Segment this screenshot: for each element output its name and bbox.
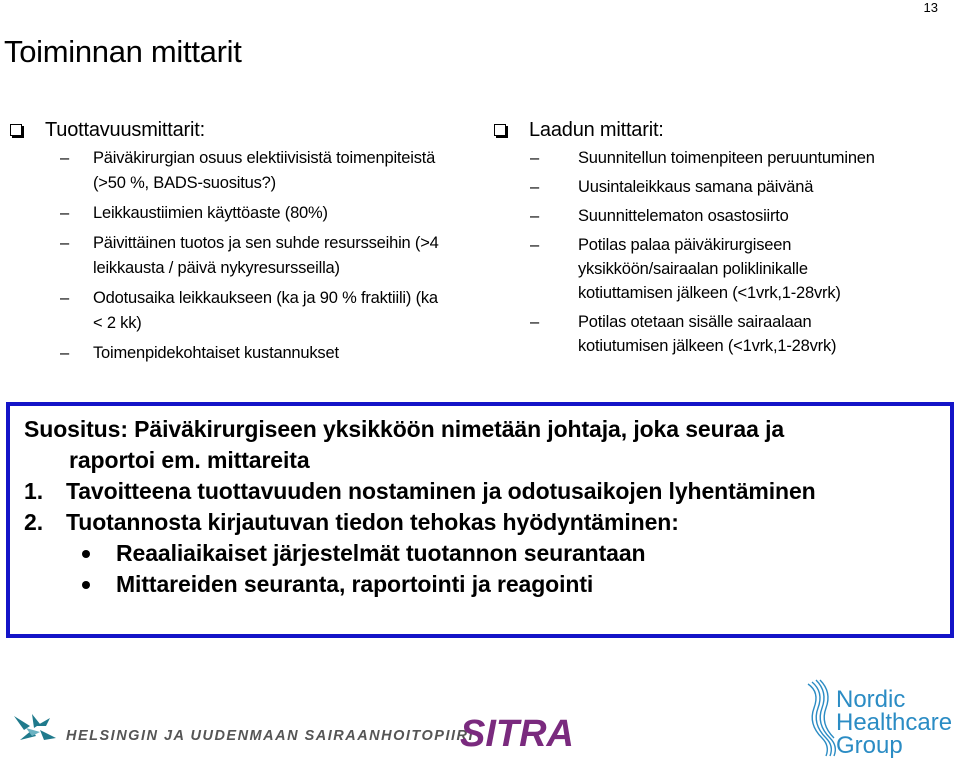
list-item: [494, 146, 944, 170]
list-item-text: Uusintaleikkaus samana päivänä: [578, 178, 814, 196]
bullet-item: [24, 538, 940, 569]
numbered-item: [24, 476, 940, 507]
list-item-text: Suunnittelematon osastosiirto: [578, 207, 789, 225]
dash-bullet-icon: –: [530, 236, 539, 254]
page-title: Toiminnan mittarit: [4, 34, 242, 69]
list-item-text: Potilas otetaan sisälle sairaalaan kotiutumisen jälkeen (<1vrk,1-28vrk): [578, 313, 837, 355]
list-item-text: Päivittäinen tuotos ja sen suhde resursseihin (>4 leikkausta / päivä nykyresursseilla): [93, 234, 439, 277]
hus-organization-name: HELSINGIN JA UUDENMAAN SAIRAANHOITOPIIRI: [66, 728, 475, 744]
list-item-text: Potilas palaa päiväkirurgiseen yksikköön/sairaalan poliklinikalle kotiuttamisen jälkeen (<1vrk,1-28vrk): [578, 236, 841, 302]
list-item: [494, 310, 944, 358]
checkbox-bullet-icon: [10, 124, 22, 136]
productivity-heading: [10, 118, 480, 142]
dash-bullet-icon: –: [530, 207, 539, 225]
hus-cross-logo-icon: [10, 710, 60, 746]
numbered-item: [24, 507, 940, 538]
dash-bullet-icon: –: [530, 313, 539, 331]
recommendation-line: Suositus: Päiväkirurgiseen yksikköön nimetään johtaja, joka seuraa ja: [24, 416, 785, 442]
list-item-text: Leikkaustiimien käyttöaste (80%): [93, 204, 328, 222]
bullet-item: [24, 569, 940, 600]
checkbox-bullet-icon: [494, 124, 506, 136]
list-item-text: Odotusaika leikkaukseen (ka ja 90 % fraktiili) (ka < 2 kk): [93, 289, 438, 332]
quality-heading: [494, 118, 944, 142]
nhg-line: Group: [836, 732, 903, 759]
numbered-item-text: Tuotannosta kirjautuvan tiedon tehokas hyödyntäminen:: [66, 509, 679, 535]
list-item: [10, 286, 480, 336]
bullet-item-text: Reaaliaikaiset järjestelmät tuotannon seurantaan: [116, 540, 646, 566]
sitra-logo-text: SITRA: [460, 713, 574, 752]
list-item: [10, 146, 480, 196]
list-item: [494, 233, 944, 305]
dash-bullet-icon: –: [60, 204, 69, 222]
dash-bullet-icon: –: [60, 344, 69, 362]
dash-bullet-icon: –: [60, 149, 69, 167]
productivity-metrics-section: [10, 118, 480, 371]
item-number: 2.: [24, 509, 43, 535]
dash-bullet-icon: –: [530, 149, 539, 167]
page-number: 13: [923, 0, 938, 15]
nordic-healthcare-group-name: [836, 688, 952, 757]
list-item-text: Suunnitellun toimenpiteen peruuntuminen: [578, 149, 875, 167]
quality-heading-label: Laadun mittarit:: [529, 119, 664, 141]
list-item-text: Toimenpidekohtaiset kustannukset: [93, 344, 339, 362]
bullet-dot-icon: [82, 581, 90, 589]
dash-bullet-icon: –: [530, 178, 539, 196]
list-item: [10, 231, 480, 281]
bullet-dot-icon: [82, 550, 90, 558]
dash-bullet-icon: –: [60, 289, 69, 307]
productivity-heading-label: Tuottavuusmittarit:: [45, 119, 205, 141]
bullet-item-text: Mittareiden seuranta, raportointi ja reagointi: [116, 571, 594, 597]
list-item-text: Päiväkirurgian osuus elektiivisistä toimenpiteistä (>50 %, BADS-suositus?): [93, 149, 436, 192]
nhg-line: Healthcare: [836, 709, 953, 736]
item-number: 1.: [24, 478, 43, 504]
nhg-line: Nordic: [836, 686, 906, 713]
numbered-item-text: Tavoitteena tuottavuuden nostaminen ja odotusaikojen lyhentäminen: [66, 478, 816, 504]
sitra-logo: [460, 712, 600, 752]
dash-bullet-icon: –: [60, 234, 69, 252]
list-item: [494, 204, 944, 228]
quality-metrics-section: [494, 118, 944, 363]
list-item: [494, 175, 944, 199]
footer-logos: [0, 660, 960, 761]
recommendation-line-continued: raportoi em. mittareita: [69, 447, 310, 473]
list-item: [10, 341, 480, 366]
list-item: [10, 201, 480, 226]
recommendation-box: [6, 402, 954, 638]
